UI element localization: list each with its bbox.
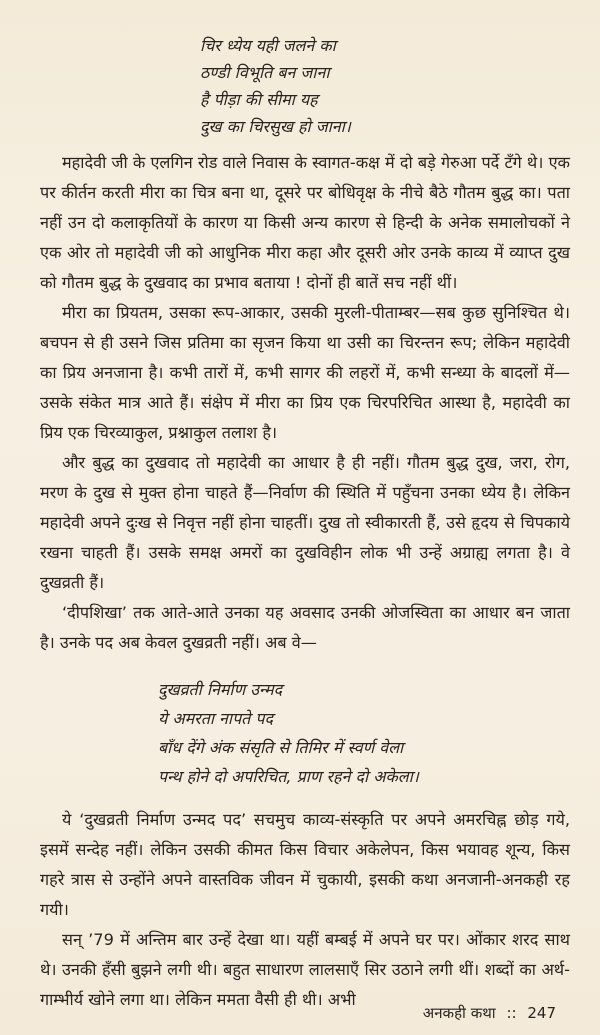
quoted-verse (158, 675, 419, 791)
verse-line: बाँध देंगे अंक संसृति से तिमिर में स्वर्ण वेला (158, 738, 404, 757)
footer-separator: :: (506, 1004, 517, 1022)
verse-line: ये अमरता नापते पद (158, 709, 273, 728)
verse-line: ठण्डी विभूति बन जाना (200, 63, 330, 82)
verse-line: है पीड़ा की सीमा यह (200, 90, 318, 109)
page-footer (423, 1003, 556, 1023)
verse-line: पन्थ होने दो अपरिचित, प्राण रहने दो अकेला। (158, 767, 419, 786)
verse-line: दुख का चिरसुख हो जाना। (200, 117, 351, 136)
paragraph: मीरा का प्रियतम, उसका रूप-आकार, उसकी मुरली-पीताम्बर—सब कुछ सुनिश्चित थे। बचपन से ही उसने जिस प्रतिमा का सृजन किया था उसी का चिरन्तन रूप; लेकिन महादेवी का प्रिय अनजाना है। कभी तारों में, कभी सागर की लहरों में, कभी सन्ध्या के बादलों में—उसके संकेत मात्र आते हैं। संक्षेप में मीरा का प्रिय एक चिरपरिचित आस्था है, महादेवी का प्रिय एक चिरव्याकुल, प्रश्नाकुल तलाश है। (40, 303, 570, 442)
paragraph: और बुद्ध का दुखवाद तो महादेवी का आधार है ही नहीं। गौतम बुद्ध दुख, जरा, रोग, मरण के दुख से मुक्त होना चाहते हैं—निर्वाण की स्थिति में पहुँचना उनका ध्येय है। लेकिन महादेवी अपने दुःख से निवृत्त नहीं होना चाहतीं। दुख तो स्वीकारती हैं, उसे हृदय से चिपकाये रखना चाहती हैं। उसके समक्ष अमरों का दुखविहीन लोक भी उन्हें अग्राह्य लगता है। वे दुखव्रती हैं। (40, 453, 570, 592)
opening-verse (200, 32, 351, 140)
prose-section-1 (40, 148, 570, 658)
verse-line: चिर ध्येय यही जलने का (200, 36, 336, 55)
paragraph: सन् ’79 में अन्तिम बार उन्हें देखा था। यहीं बम्बई में अपने घर पर। ओंकार शरद साथ थे। उनकी हँसी बुझने लगी थी। बहुत साधारण लालसाएँ सिर उठाने लगी थीं। शब्दों का अर्थ-गाम्भीर्य खोने लगा था। लेकिन ममता वैसी ही थी। अभी (40, 930, 570, 1009)
paragraph: ‘दीपशिखा’ तक आते-आते उनका यह अवसाद उनकी ओजस्विता का आधार बन जाता है। उनके पद अब केवल दुखव्रती नहीं। अब वे— (40, 603, 570, 652)
prose-section-2 (40, 805, 570, 1015)
paragraph: महादेवी जी के एलगिन रोड वाले निवास के स्वागत-कक्ष में दो बड़े गेरुआ पर्दे टँगे थे। एक पर कीर्तन करती मीरा का चित्र बना था, दूसरे पर बोधिवृक्ष के नीचे बैठे गौतम बुद्ध का। पता नहीं उन दो कलाकृतियों के कारण या किसी अन्य कारण से हिन्दी के अनेक समालोचकों ने एक ओर तो महादेवी जी को आधुनिक मीरा कहा और दूसरी ओर उनके काव्य में व्याप्त दुख को गौतम बुद्ध के दुखवाद का प्रभाव बताया ! दोनों ही बातें सच नहीं थीं। (40, 153, 570, 292)
page-number: 247 (527, 1004, 556, 1022)
running-title: अनकही कथा (422, 1004, 496, 1022)
verse-line: दुखव्रती निर्माण उन्मद (158, 680, 283, 699)
paragraph: ये ‘दुखव्रती निर्माण उन्मद पद’ सचमुच काव्य-संस्कृति पर अपने अमरचिह्न छोड़ गये, इसमें सन्देह नहीं। लेकिन उसकी कीमत किस विचार अकेलेपन, किस भयावह शून्य, किस गहरे त्रास से उन्होंने अपने वास्तविक जीवन में चुकायी, इसकी कथा अनजानी-अनकही रह गयी। (40, 810, 570, 919)
